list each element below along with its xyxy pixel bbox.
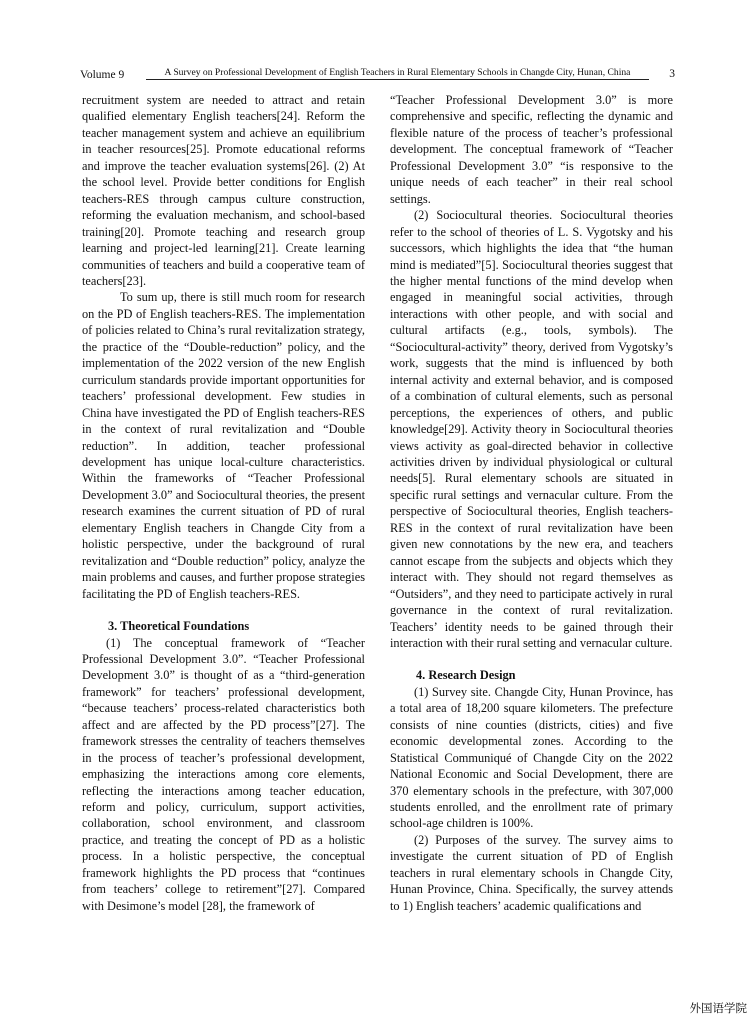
running-title: A Survey on Professional Development of English Teachers in Rural Elementary Schools in Changde City, Hunan, China	[146, 67, 649, 80]
left-column	[82, 92, 365, 914]
paragraph: “Teacher Professional Development 3.0” is more comprehensive and specific, reflecting the dynamic and flexible nature of the process of teacher’s professional development. The conceptual framework of “Teacher Professional Development 3.0” “is responsive to the unique needs of each teacher” in their real school settings.	[390, 93, 673, 206]
paragraph: To sum up, there is still much room for research on the PD of English teachers-RES. The implementation of policies related to China’s rural revitalization strategy, the practice of the “Double-reduction” policy, and the implementation of the 2022 version of the new English curriculum standards provide important opportunities for teachers’ professional development. Few studies in China have investigated the PD of English teachers-RES in the context of rural revitalization and “Double reduction”. In addition, teacher professional development has unique local-culture characteristics. Within the frameworks of “Teacher Professional Development 3.0” and Sociocultural theories, the present research examines the current situation of PD of rural elementary English teachers in Changde City from a holistic perspective, under the background of rural revitalization and “Double reduction” policy, analyze the main problems and causes, and further propose strategies facilitating the PD of English teachers-RES.	[82, 290, 365, 601]
right-column	[390, 92, 673, 914]
paragraph: (1) Survey site. Changde City, Hunan Province, has a total area of 18,200 square kilometers. The prefecture consists of nine counties (districts, cities) and five economic developmental zones. According to the Statistical Communiqué of Changde City on the 2022 National Economic and Social Development, there are 370 elementary schools in the prefecture, with 307,000 students enrolled, and the enrollment rate of primary school-age children is 100%.	[390, 684, 673, 831]
section-heading: 3. Theoretical Foundations	[108, 619, 250, 634]
running-header	[80, 67, 675, 83]
page-number: 3	[669, 68, 675, 80]
paragraph: (2) Sociocultural theories. Sociocultural theories refer to the school of theories of L. S. Vygotsky and his successors, which highlights the idea that “the human mind is mediated”[5]. Sociocultural theories suggest that the higher mental functions of the mind develop when engaged in meaningful social activities, through interactions with other people, and with social and cultural artifacts (e.g., tools, symbols). The “Sociocultural-activity” theory, derived from Vygotsky’s work, suggests that the mind is influenced by both internal activity and external behavior, and is composed of a combination of cultural elements, such as personal perceptions, the experiences of others, and public knowledge[29]. Activity theory in Sociocultural theories views activity as goal-directed behavior in collective activities driven by individual physiological or cultural needs[5]. Rural elementary schools are situated in specific rural settings and vernacular culture. From the perspective of Sociocultural theories, English teachers-RES in the context of rural revitalization have been given new connotations by the new era, and teachers cannot escape from the subjects and objects which they interact with. They should not regard themselves as “Outsiders”, and they need to participate actively in rural governance in the context of rural revitalization. Teachers’ identity needs to be gained through their interaction with their rural setting and vernacular culture.	[390, 208, 673, 650]
section-heading: 4. Research Design	[416, 668, 516, 683]
paragraph: (1) The conceptual framework of “Teacher Professional Development 3.0”. “Teacher Professional Development 3.0” is thought of as a “third-generation framework” for teachers’ professional development, “because teachers’ process-related characteristics both affect and are affected by the PD process”[27]. The framework stresses the centrality of teachers themselves in the process of teacher’s professional development, emphasizing the interactions among core elements, reflecting the interactions among teacher education, reform and policy, curriculum, support activities, collaboration, school environment, and classroom practice, and treating the concept of PD as a holistic process. In a holistic perspective, the conceptual framework highlights the PD process that “continues from teachers’ college to retirement”[27]. Compared with Desimone’s model [28], the framework of	[82, 635, 365, 913]
watermark-text: 外国语学院	[689, 1001, 747, 1015]
paragraph: (2) Purposes of the survey. The survey aims to investigate the current situation of PD of English teachers in rural elementary schools in Changde City, Hunan Province, China. Specifically, the survey attends to 1) English teachers’ academic qualifications and	[390, 832, 673, 913]
volume-label: Volume 9	[80, 69, 125, 81]
paragraph: recruitment system are needed to attract and retain qualified elementary English teachers[24]. Reform the teacher management system and achieve an equilibrium in teacher resources[25]. Promote educational reforms and improve the teacher evaluation systems[26]. (2) At the school level. Provide better conditions for English teachers-RES through campus culture construction, reforming the evaluation mechanism, and school-based training[20]. Promote teaching and research group learning and project-led learning[21]. Create learning communities of teachers and build a cooperative team of teachers[23].	[82, 93, 365, 288]
